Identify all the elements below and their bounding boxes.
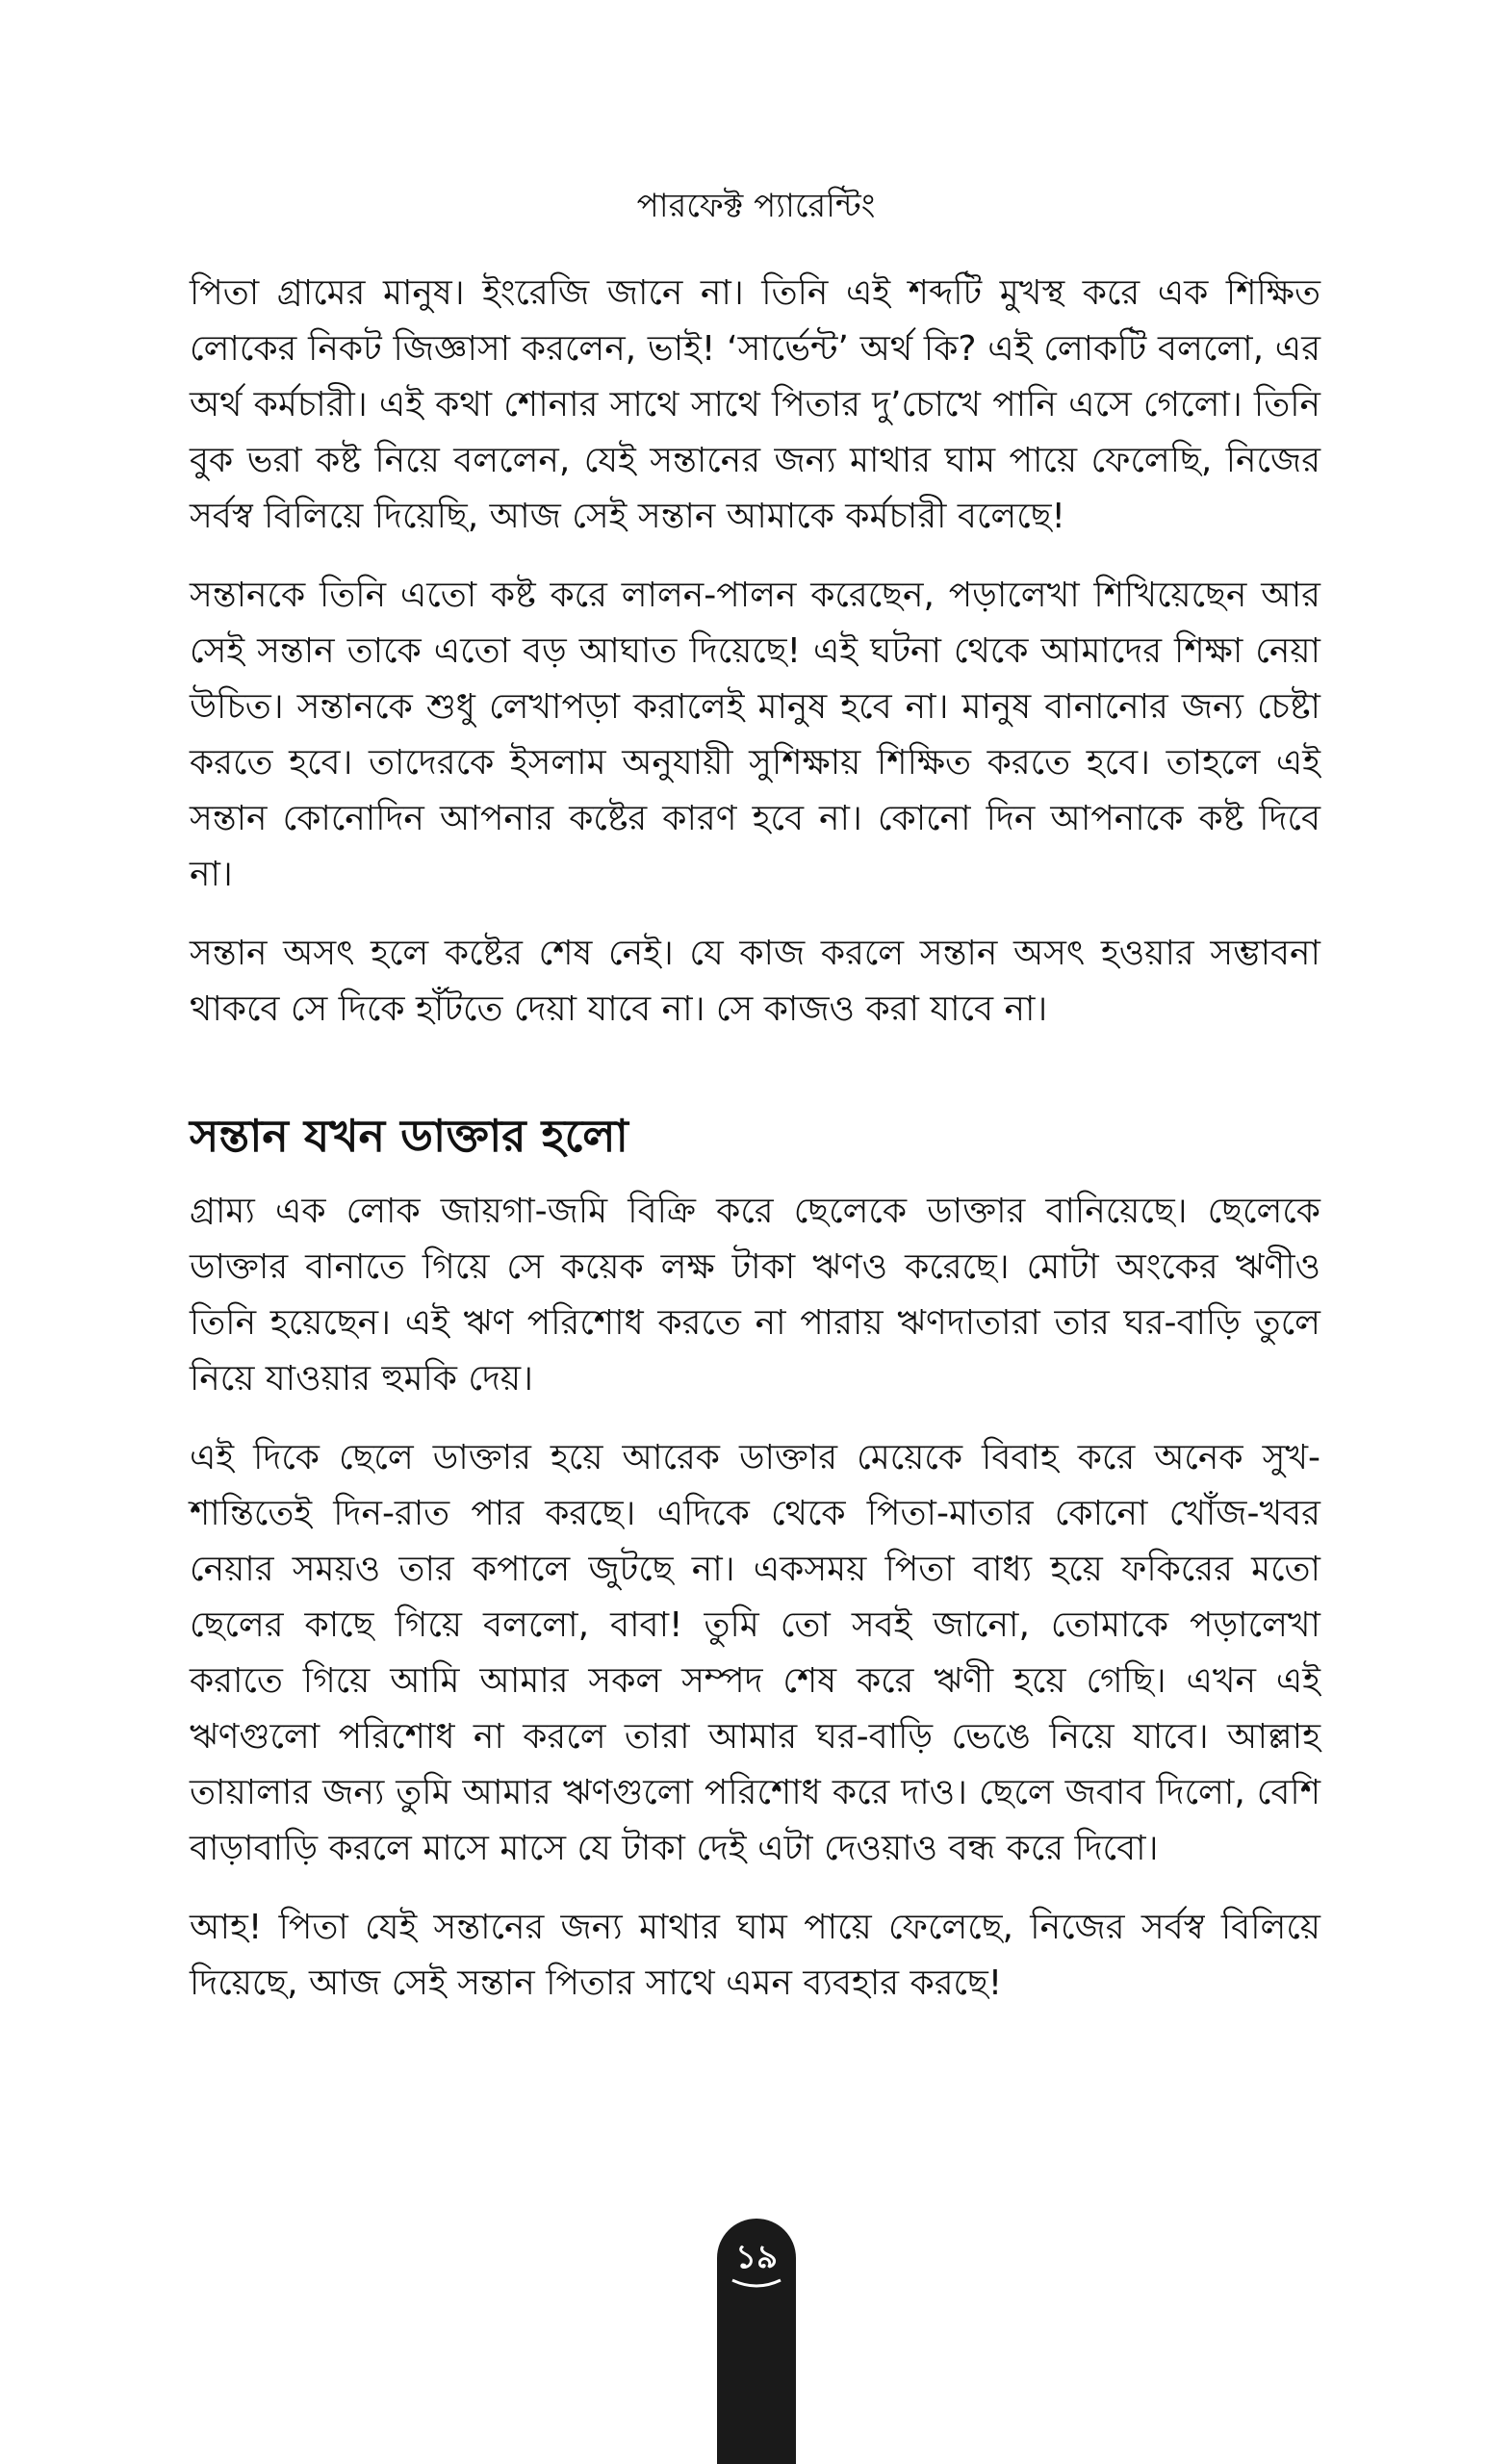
running-header: পারফেক্ট প্যারেন্টিং [636, 187, 876, 225]
folio-curve-decoration [730, 2278, 782, 2292]
section-paragraph-2: এই দিকে ছেলে ডাক্তার হয়ে আরেক ডাক্তার মেয়েকে বিবাহ করে অনেক সুখ-শান্তিতেই দিন-রাত পার করছে। এদিকে থেকে পিতা-মাতার কোনো খোঁজ-খবর নেয়ার সময়ও তার কপালে জুটছে না। একসময় পিতা বাধ্য হয়ে ফকিরের মতো ছেলের কাছে গিয়ে বললো, বাবা! তুমি তো সবই জানো, তোমাকে পড়ালেখা করাতে গিয়ে আমি আমার সকল সম্পদ শেষ করে ঋণী হয়ে গেছি। এখন এই ঋণগুলো পরিশোধ না করলে তারা আমার ঘর-বাড়ি ভেঙে নিয়ে যাবে। আল্লাহ তায়ালার জন্য তুমি আমার ঋণগুলো পরিশোধ করে দাও। ছেলে জবাব দিলো, বেশি বাড়াবাড়ি করলে মাসে মাসে যে টাকা দেই এটা দেওয়াও বন্ধ করে দিবো। [190, 1438, 1320, 1868]
section-heading: সন্তান যখন ডাক্তার হলো [190, 1110, 628, 1162]
section-paragraph-1: গ্রাম্য এক লোক জায়গা-জমি বিক্রি করে ছেলেকে ডাক্তার বানিয়েছে। ছেলেকে ডাক্তার বানাতে গিয়ে সে কয়েক লক্ষ টাকা ঋণও করেছে। মোটা অংকের ঋণীও তিনি হয়েছেন। এই ঋণ পরিশোধ করতে না পারায় ঋণদাতারা তার ঘর-বাড়ি তুলে নিয়ে যাওয়ার হুমকি দেয়। [190, 1192, 1320, 1399]
paragraph-1: পিতা গ্রামের মানুষ। ইংরেজি জানে না। তিনি এই শব্দটি মুখস্থ করে এক শিক্ষিত লোকের নিকট জিজ্ঞাসা করলেন, ভাই! ‘সার্ভেন্ট’ অর্থ কি? এই লোকটি বললো, এর অর্থ কর্মচারী। এই কথা শোনার সাথে সাথে পিতার দু’চোখে পানি এসে গেলো। তিনি বুক ভরা কষ্ট নিয়ে বললেন, যেই সন্তানের জন্য মাথার ঘাম পায়ে ফেলেছি, নিজের সর্বস্ব বিলিয়ে দিয়েছি, আজ সেই সন্তান আমাকে কর্মচারী বলেছে! [190, 273, 1320, 536]
page-body [190, 266, 1320, 2035]
paragraph-3: সন্তান অসৎ হলে কষ্টের শেষ নেই। যে কাজ করলে সন্তান অসৎ হওয়ার সম্ভাবনা থাকবে সে দিকে হাঁটতে দেয়া যাবে না। সে কাজও করা যাবে না। [190, 934, 1320, 1029]
page-number-tab [717, 2219, 796, 2464]
page-number: ১৯ [734, 2238, 779, 2276]
section-paragraph-3: আহ! পিতা যেই সন্তানের জন্য মাথার ঘাম পায়ে ফেলেছে, নিজের সর্বস্ব বিলিয়ে দিয়েছে, আজ সেই সন্তান পিতার সাথে এমন ব্যবহার করছে! [190, 1908, 1320, 2003]
paragraph-2: সন্তানকে তিনি এতো কষ্ট করে লালন-পালন করেছেন, পড়ালেখা শিখিয়েছেন আর সেই সন্তান তাকে এতো বড় আঘাত দিয়েছে! এই ঘটনা থেকে আমাদের শিক্ষা নেয়া উচিত। সন্তানকে শুধু লেখাপড়া করালেই মানুষ হবে না। মানুষ বানানোর জন্য চেষ্টা করতে হবে। তাদেরকে ইসলাম অনুযায়ী সুশিক্ষায় শিক্ষিত করতে হবে। তাহলে এই সন্তান কোনোদিন আপনার কষ্টের কারণ হবে না। কোনো দিন আপনাকে কষ্ট দিবে না। [190, 576, 1320, 894]
